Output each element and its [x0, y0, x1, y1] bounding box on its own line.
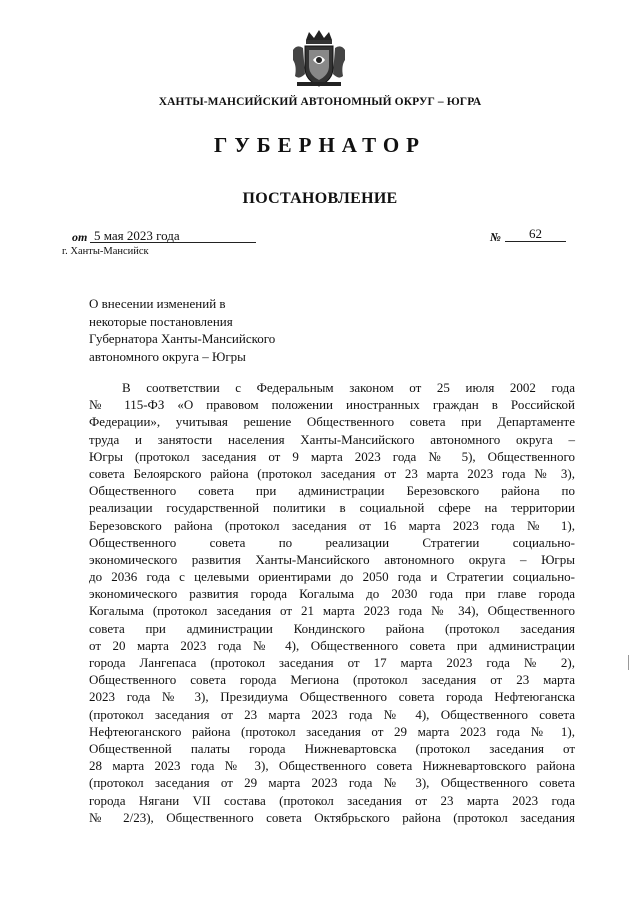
document-subject [89, 295, 275, 365]
body-line: (протокол заседания от 23 марта 2023 года № 4), Общественного совета [89, 706, 575, 722]
document-number: 62 [505, 226, 566, 242]
body-line: В соответствии с Федеральным законом от 25 июля 2002 года [122, 380, 575, 395]
body-line: экономического развития Ханты-Мансийского автономного округа – Югры [89, 551, 575, 567]
body-line: Нефтеюганского района (протокол заседания от 29 марта 2023 года № 1), [89, 723, 575, 739]
subject-line: некоторые постановления [89, 313, 233, 329]
body-line: Югры (протокол заседания от 9 марта 2023 года № 5), Общественного [89, 448, 575, 464]
authority-title: ГУБЕРНАТОР [213, 133, 427, 157]
body-line: 2023 года № 3), Президиума Общественного совета города Нефтеюганска [89, 689, 575, 705]
document-body [89, 379, 575, 826]
document-city: г. Ханты-Мансийск [62, 246, 149, 257]
body-line: совета Белоярского района (протокол заседания от 23 марта 2023 года № 3), [89, 465, 575, 481]
body-line: от 20 марта 2023 года № 4), Общественного совета при администрации [89, 637, 575, 653]
body-line: Федерации», учитывая решение Общественного совета при Департаменте [89, 414, 575, 430]
body-line: города Лангепаса (протокол заседания от 17 марта 2023 года № 2), [89, 655, 575, 670]
body-line: Березовского района (протокол заседания от 16 марта 2023 года № 1), [89, 517, 575, 533]
document-date: 5 мая 2023 года [90, 228, 256, 243]
body-line: 28 марта 2023 года № 3), Общественного совета Нижневартовского района [89, 758, 575, 774]
body-line: Общественной палаты города Нижневартовска (протокол заседания от [89, 740, 575, 756]
document-type: ПОСТАНОВЛЕНИЕ [242, 190, 398, 207]
body-line: реализации государственной политики в социальной сфере на территории [89, 500, 575, 516]
body-line: Общественного совета по реализации Стратегии социально- [89, 534, 575, 550]
coat-of-arms-icon [291, 30, 347, 88]
body-line: № 115-ФЗ «О правовом положении иностранных граждан в Российской [89, 397, 575, 413]
body-line: города Нягани VII состава (протокол заседания от 23 марта 2023 года [89, 792, 575, 808]
body-line: совета при администрации Кондинского района (протокол заседания [89, 620, 575, 636]
body-line: Когалыма (протокол заседания от 21 марта 2023 года № 34), Общественного [89, 603, 575, 619]
body-line: труда и занятости населения Ханты-Мансийского автономного округа – [89, 431, 575, 447]
body-line: экономического развития города Когалыма до 2030 года при главе города [89, 586, 575, 602]
subject-line: автономного округа – Югры [89, 348, 246, 364]
body-line: Общественного совета города Мегиона (протокол заседания от 23 марта [89, 672, 575, 688]
region-title: ХАНТЫ-МАНСИЙСКИЙ АВТОНОМНЫЙ ОКРУГ – ЮГРА [158, 96, 482, 108]
number-prefix: № [490, 230, 501, 244]
date-prefix: от [72, 230, 88, 244]
scan-mark [628, 655, 629, 670]
body-line: № 2/23), Общественного совета Октябрьского района (протокол заседания [89, 809, 575, 825]
body-line: Общественного совета при администрации Березовского района по [89, 483, 575, 499]
subject-line: Губернатора Ханты-Мансийского [89, 331, 276, 346]
body-line: до 2036 года с целевыми ориентирами до 2050 года и Стратегии социально- [89, 569, 575, 585]
subject-line: О внесении изменений в [89, 296, 226, 311]
body-line: (протокол заседания от 29 марта 2023 года № 3), Общественного совета [89, 775, 575, 791]
